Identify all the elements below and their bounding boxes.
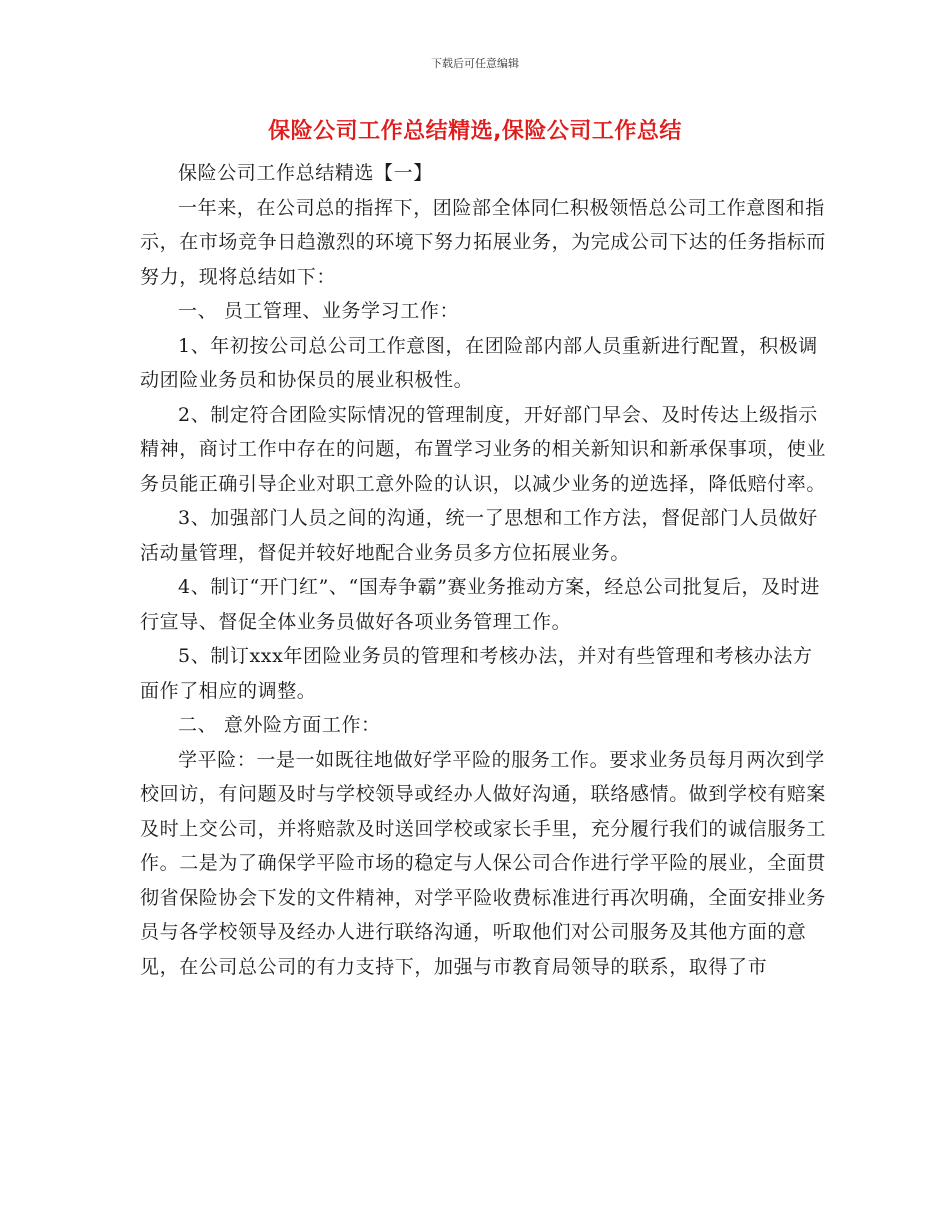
paragraph-heading-staff: 一、 员工管理、业务学习工作： xyxy=(178,300,460,322)
paragraph-item-4: 4、制订“开门红”、“国寿争霸”赛业务推动方案，经总公司批复后，及时进行宣导、督促全体业务员做好各项业务管理工作。 xyxy=(140,576,820,633)
paragraph-item-1: 1、年初按公司总公司工作意图，在团险部内部人员重新进行配置，积极调动团险业务员和协保员的展业积极性。 xyxy=(140,334,818,391)
paragraph-item-5: 5、制订xxx年团险业务员的管理和考核办法，并对有些管理和考核办法方面作了相应的调整。 xyxy=(140,645,813,702)
paragraph-item-3: 3、加强部门人员之间的沟通，统一了思想和工作方法，督促部门人员做好活动量管理，督促并较好地配合业务员多方位拓展业务。 xyxy=(140,507,818,564)
paragraph-intro: 一年来，在公司总的指挥下，团险部全体同仁积极领悟总公司工作意图和指示，在市场竞争日趋激烈的环境下努力拓展业务，为完成公司下达的任务指标而努力，现将总结如下： xyxy=(140,196,827,288)
document-body xyxy=(140,156,830,984)
paragraph-heading-accident: 二、 意外险方面工作： xyxy=(178,714,381,736)
paragraph-student-insurance: 学平险：一是一如既往地做好学平险的服务工作。要求业务员每月两次到学校回访，有问题及时与学校领导或经办人做好沟通，联络感情。做到学校有赔案及时上交公司，并将赔款及时送回学校或家长手里，充分履行我们的诚信服务工作。二是为了确保学平险市场的稳定与人保公司合作进行学平险的展业，全面贯彻省保险协会下发的文件精神，对学平险收费标准进行再次明确，全面安排业务员与各学校领导及经办人进行联络沟通，听取他们对公司服务及其他方面的意见，在公司总公司的有力支持下，加强与市教育局领导的联系，取得了市 xyxy=(140,748,827,978)
header-note: 下载后可任意编辑 xyxy=(431,57,519,70)
paragraph-item-2: 2、制定符合团险实际情况的管理制度，开好部门早会、及时传达上级指示精神，商讨工作中存在的问题，布置学习业务的相关新知识和新承保事项，使业务员能正确引导企业对职工意外险的认识，以减少业务的逆选择，降低赔付率。 xyxy=(140,403,827,495)
paragraph-section-heading: 保险公司工作总结精选【一】 xyxy=(178,162,433,184)
page-title: 保险公司工作总结精选,保险公司工作总结 xyxy=(268,119,682,144)
